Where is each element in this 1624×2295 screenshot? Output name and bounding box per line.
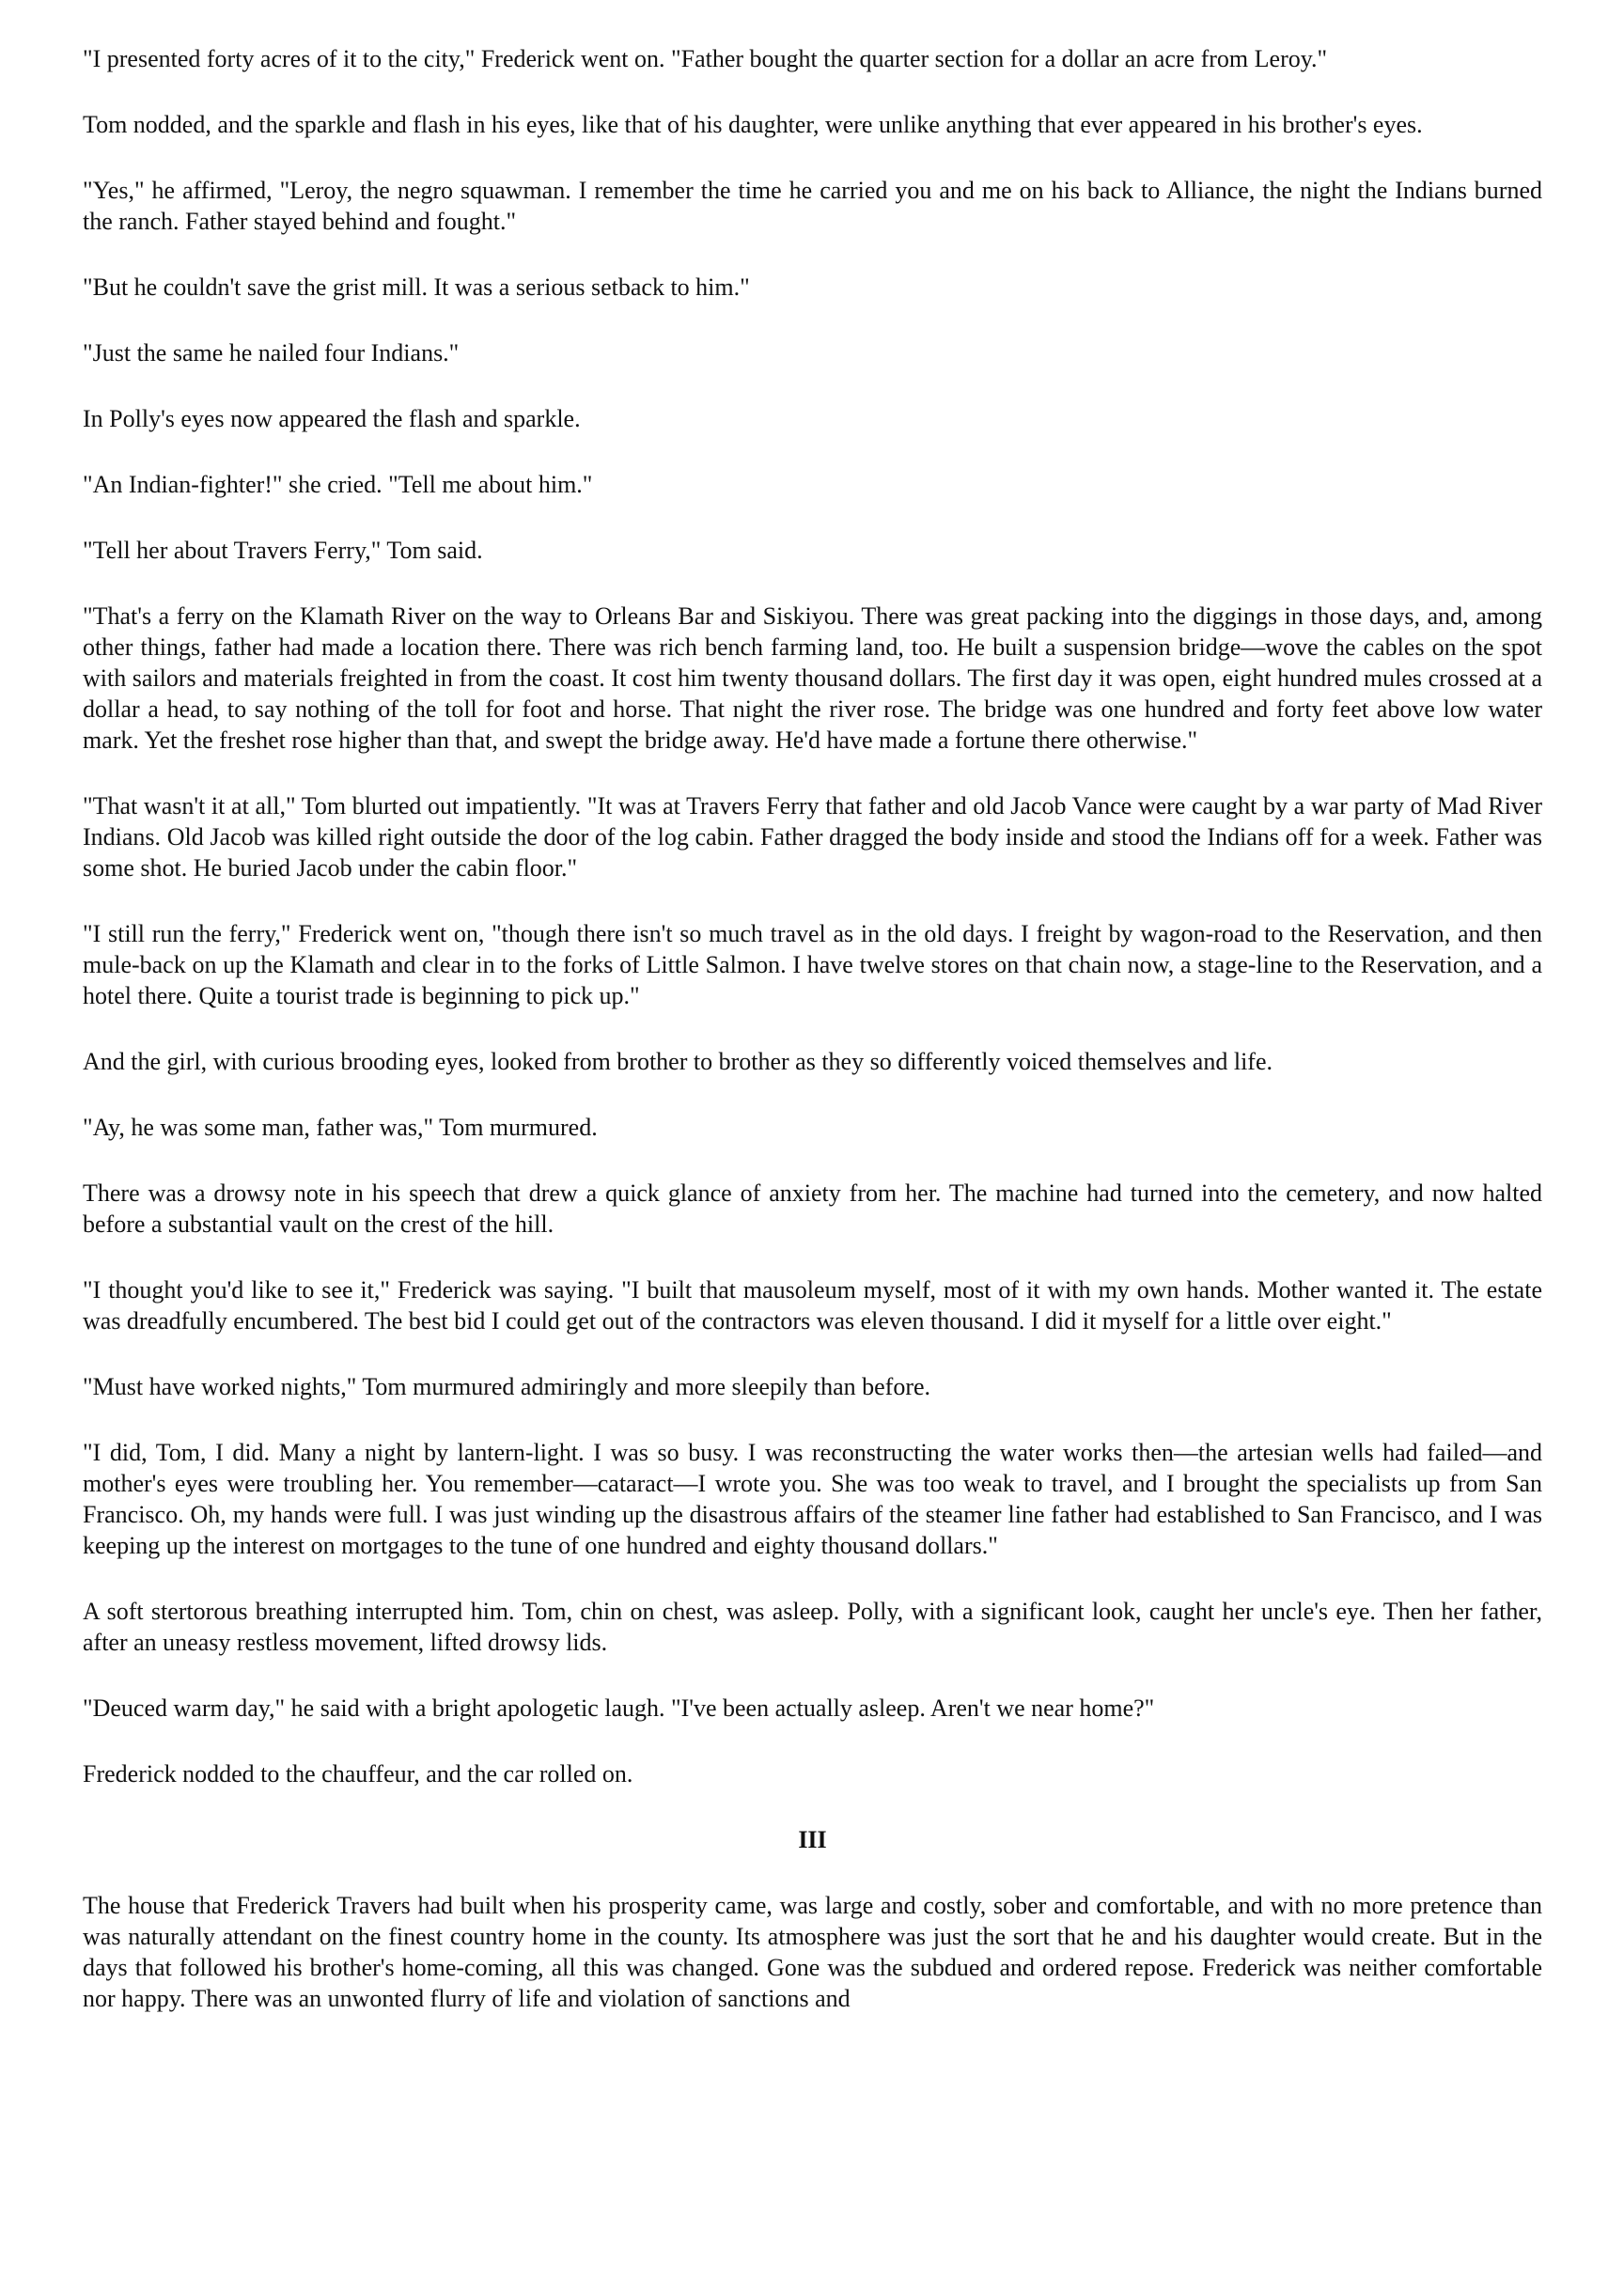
paragraph: The house that Frederick Travers had built when his prosperity came, was large and costly, sober and comfortable, and with no more pretence than was naturally attendant on the finest country home in the county. Its atmosphere was just the sort that he and his daughter would create. But in the days that followed his brother's home-coming, all this was changed. Gone was the subdued and ordered repose. Frederick was neither comfortable nor happy. There was an unwonted flurry of life and violation of sanctions and <box>83 1892 1542 2012</box>
paragraph: "Tell her about Travers Ferry," Tom said. <box>83 537 483 564</box>
paragraph: "Just the same he nailed four Indians." <box>83 339 460 367</box>
paragraph: "But he couldn't save the grist mill. It was a serious setback to him." <box>83 273 750 301</box>
paragraph: "I still run the ferry," Frederick went on, "though there isn't so much travel as in the old days. I freight by wagon-road to the Reservation, and then mule-back on up the Klamath and clear in to the forks of Little Salmon. I have twelve stores on that chain now, a stage-line to the Reservation, and a hotel there. Quite a tourist trade is beginning to pick up." <box>83 920 1542 1009</box>
paragraph: "That wasn't it at all," Tom blurted out impatiently. "It was at Travers Ferry that father and old Jacob Vance were caught by a war party of Mad River Indians. Old Jacob was killed right outside the door of the log cabin. Father dragged the body inside and stood the Indians off for a week. Father was some shot. He buried Jacob under the cabin floor." <box>83 792 1542 882</box>
paragraph: "Ay, he was some man, father was," Tom murmured. <box>83 1114 598 1141</box>
paragraph: A soft stertorous breathing interrupted him. Tom, chin on chest, was asleep. Polly, with a significant look, caught her uncle's eye. Then her father, after an uneasy restless movement, lifted drowsy lids. <box>83 1598 1542 1656</box>
paragraph: "Yes," he affirmed, "Leroy, the negro squawman. I remember the time he carried you and me on his back to Alliance, the night the Indians burned the ranch. Father stayed behind and fought." <box>83 177 1542 235</box>
chapter-heading: III <box>798 1826 827 1853</box>
text-section-after-heading <box>83 1890 1542 2014</box>
document-page <box>83 43 1542 2049</box>
paragraph: Frederick nodded to the chauffeur, and the car rolled on. <box>83 1760 633 1788</box>
paragraph: "I thought you'd like to see it," Frederick was saying. "I built that mausoleum myself, most of it with my own hands. Mother wanted it. The estate was dreadfully encumbered. The best bid I could get out of the contractors was eleven thousand. I did it myself for a little over eight." <box>83 1276 1542 1335</box>
paragraph: Tom nodded, and the sparkle and flash in his eyes, like that of his daughter, were unlike anything that ever appeared in his brother's eyes. <box>83 111 1423 138</box>
paragraph: "That's a ferry on the Klamath River on the way to Orleans Bar and Siskiyou. There was great packing into the diggings in those days, and, among other things, father had made a location there. There was rich bench farming land, too. He built a suspension bridge—wove the cables on the spot with sailors and materials freighted in from the coast. It cost him twenty thousand dollars. The first day it was open, eight hundred mules crossed at a dollar a head, to say nothing of the toll for foot and horse. That night the river rose. The bridge was one hundred and forty feet above low water mark. Yet the freshet rose higher than that, and swept the bridge away. He'd have made a fortune there otherwise." <box>83 602 1542 754</box>
paragraph: "Must have worked nights," Tom murmured admiringly and more sleepily than before. <box>83 1373 931 1400</box>
paragraph: "I did, Tom, I did. Many a night by lantern-light. I was so busy. I was reconstructing the water works then—the artesian wells had failed—and mother's eyes were troubling her. You remember—cataract—I wrote you. She was too weak to travel, and I brought the specialists up from San Francisco. Oh, my hands were full. I was just winding up the disastrous affairs of the steamer line father had established to San Francisco, and I was keeping up the interest on mortgages to the tune of one hundred and eighty thousand dollars." <box>83 1439 1542 1559</box>
paragraph: There was a drowsy note in his speech that drew a quick glance of anxiety from her. The machine had turned into the cemetery, and now halted before a substantial vault on the crest of the hill. <box>83 1179 1542 1238</box>
paragraph: "An Indian-fighter!" she cried. "Tell me about him." <box>83 471 593 498</box>
paragraph: "Deuced warm day," he said with a bright apologetic laugh. "I've been actually asleep. Aren't we near home?" <box>83 1694 1155 1722</box>
paragraph: And the girl, with curious brooding eyes, looked from brother to brother as they so differently voiced themselves and life. <box>83 1048 1273 1075</box>
text-section-before-heading <box>83 43 1542 1789</box>
paragraph: In Polly's eyes now appeared the flash and sparkle. <box>83 405 581 432</box>
paragraph: "I presented forty acres of it to the city," Frederick went on. "Father bought the quarter section for a dollar an acre from Leroy." <box>83 45 1328 72</box>
